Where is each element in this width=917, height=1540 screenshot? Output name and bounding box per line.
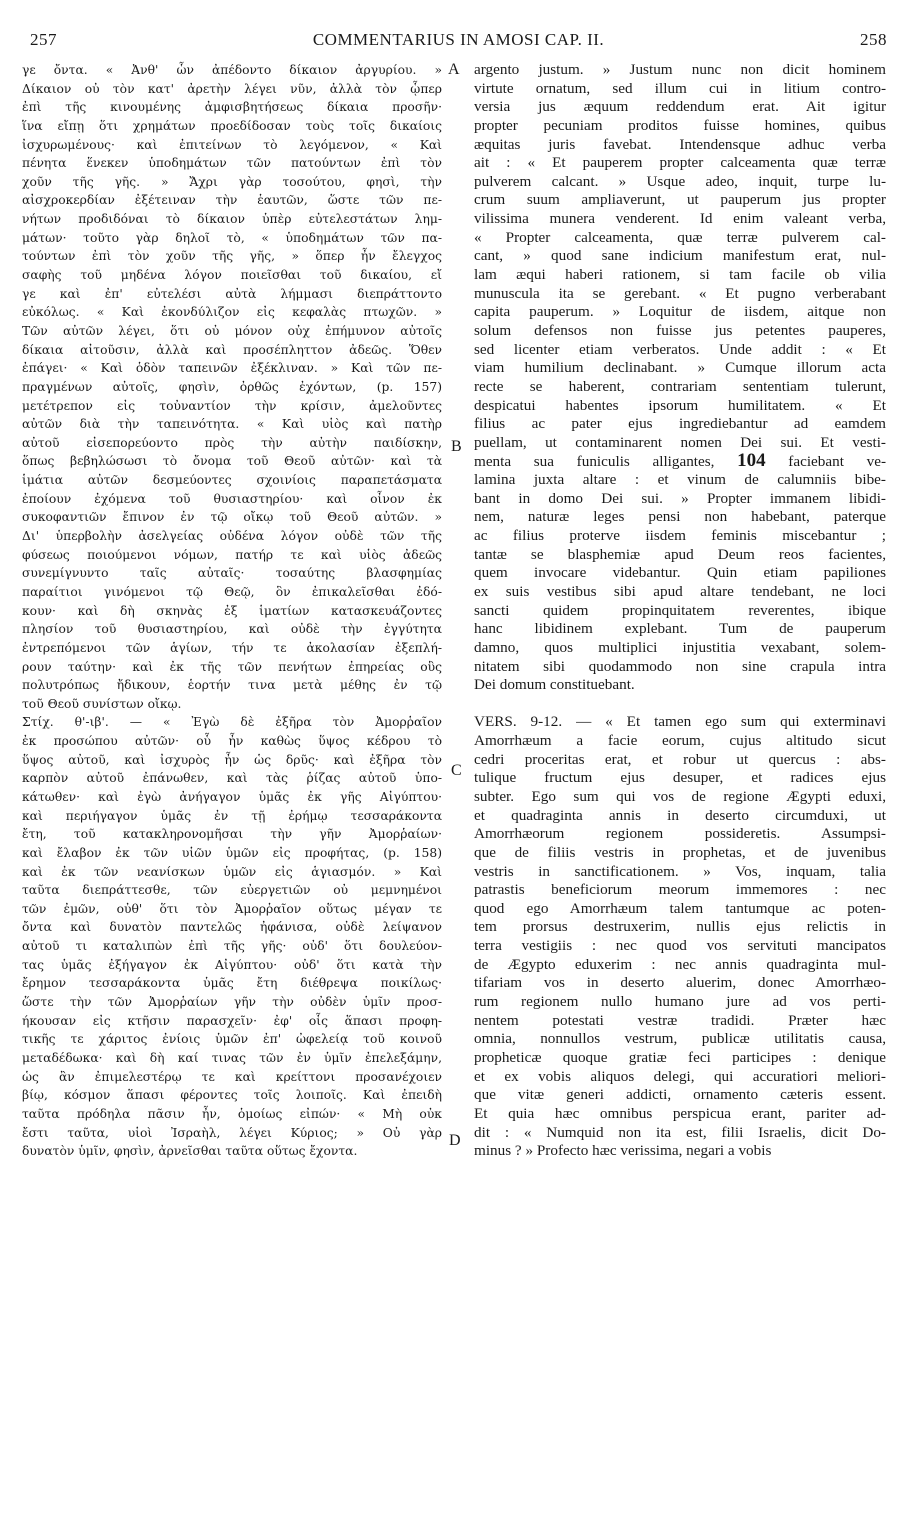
latin-text-line: omnia, nonnullos vestrum, publicæ utilitatis causa,	[474, 1030, 886, 1048]
latin-text-line: que vitæ generi addicti, ornamento cæteris essent.	[474, 1086, 886, 1104]
latin-text-line: Dei domum constituebant.	[474, 676, 635, 694]
latin-text-line: vestris in sanctificationem. » Vos, inquam, talia	[474, 862, 886, 880]
latin-text-line: virtute ornatum, sed illum cui in litium contro-	[474, 79, 886, 97]
greek-text-line: καὶ περιήγαγον ὑμᾶς ἐν τῇ ἐρήμῳ τεσσαράκοντα	[22, 808, 442, 823]
greek-text-line: ὕψος αὐτοῦ, καὶ ἰσχυρὸς ἦν ὡς δρῦς· καὶ ἐξῆρα τὸν	[22, 752, 442, 767]
latin-text-line: tem prorsus destruxerim, nullis ejus relictis in	[474, 918, 886, 936]
greek-text-line: ἔστι ταῦτα, υἱοὶ Ἰσραὴλ, λέγει Κύριος; » Οὐ γὰρ	[22, 1125, 442, 1140]
greek-text-line: εὐκόλως. « Καὶ ἐκονδύλιζον εἰς κεφαλὰς πτωχῶν. »	[22, 305, 442, 320]
greek-text-line: καὶ ἔλαβον ἐκ τῶν υἱῶν ὑμῶν εἰς προφήτας, (p. 158)	[22, 845, 442, 860]
latin-text-line: ait : « Et pauperem propter calceamenta quæ terræ	[474, 154, 886, 172]
latin-text-line: terra vestigiis : nec quod vos servituti mancipatos	[474, 937, 886, 955]
greek-text-line: γε ὄντα. « Ἀνθ' ὧν ἀπέδοντο δίκαιον ἀργυρίου. »	[22, 63, 442, 77]
greek-text-line: σαφὴς τοῦ μηδένα λόγον ποιεῖσθαι τοῦ δικαίου, εἴ	[22, 268, 442, 283]
greek-text-line: τας ὑμᾶς ἐξήγαγον ἐκ Αἰγύπτου· οὐδ' ὅτι κατὰ τὴν	[22, 957, 442, 972]
folio-number: 104	[737, 452, 766, 472]
latin-text-line: et quadraginta annis in deserto circumduxi, ut	[474, 806, 886, 824]
latin-text-line: subter. Ego sum qui vos de regione Ægypti eduxi,	[474, 787, 886, 805]
greek-text-line: καὶ ἐκ τῶν νεανίσκων ὑμῶν εἰς ἁγιασμόν. » Καὶ	[22, 864, 442, 879]
greek-text-line: ταῦτα διεπράττεσθε, τῶν εὐεργετιῶν οὐ μεμνημένοι	[22, 883, 442, 898]
greek-text-line: ἐπὶ τῆς κινουμένης ἀμφισβητήσεως δίκαια προσῆν·	[22, 100, 442, 115]
greek-text-line: πένητα ἕνεκεν ὑποδημάτων τῶν πατούντων ἐπὶ τὸν	[22, 156, 442, 171]
latin-text-line: que de filiis vestris in prophetas, et de juvenibus	[474, 843, 886, 861]
greek-text-line: τῶν ἐμῶν, οὐθ' ὅτι τὸν Ἀμορῥαῖον οὕτως μέγαν τε	[22, 901, 442, 916]
latin-text-line: Amorrhæorum regionem possideretis. Assumpsi-	[474, 825, 886, 843]
latin-text-line: Et quia hæc omnibus perspicua erant, pariter ad-	[474, 1104, 886, 1122]
latin-text-line: solum defensos non fuisse jus petentes pauperes,	[474, 321, 886, 339]
section-marker-c: C	[451, 762, 462, 779]
latin-text-line: nitatem sibi quodammodo non sine crapula intra	[474, 657, 886, 675]
greek-text-line: νήτων προδιδόναι τὸ δίκαιον ὑπὲρ εὐτελεστάτων λημ-	[22, 212, 442, 227]
greek-text-line: ἔρημον τεσσαράκοντα ὑμᾶς ἔτη διέθρεψα ποικίλως·	[22, 976, 442, 991]
latin-text-line: et ex vobis aliquos delegi, qui accuratiori meliori-	[474, 1067, 886, 1085]
greek-text-line: αὐτοῦ τι καταλιπὼν ἐπὶ τῆς γῆς· οὐδ' ὅτι δουλεύον-	[22, 939, 442, 954]
latin-text-line: rum regionem nullo humano jure ad vos perti-	[474, 993, 886, 1011]
latin-text-line: lam æqui haberi rationem, si tam facile ob vilia	[474, 266, 886, 284]
latin-text-line: patrastis beneficiorum meorum immemores : nec	[474, 881, 886, 899]
greek-text-line: πλησίον τοῦ θυσιαστηρίου, καὶ οὐδὲ τὴν ἐγγύτητα	[22, 622, 442, 637]
greek-text-line: γε καὶ ἐπ' εὐτελέσι αὐτὰ λήμμασι διεπράττοντο	[22, 286, 442, 301]
greek-text-line: ἵνα εἴπῃ ὅτι χρημάτων προεδίδοσαν τοὺς τοῖς δικαίοις	[22, 118, 442, 133]
page-header	[22, 30, 895, 56]
greek-text-line: ήκουσαν εἰς κτῆσιν παρασχεῖν· ἐφ' οἷς ἅπασι προφη-	[22, 1013, 442, 1028]
latin-text-line: hanc libidinem explebant. Tum de pauperum	[474, 620, 886, 638]
greek-text-line: Δι' ὑπερβολὴν ἀσελγείας οὐδένα λόγον οὐδὲ τῶν τῆς	[22, 529, 442, 544]
greek-text-line: Τῶν αὐτῶν λέγει, ὅτι οὐ μόνον οὐχ ἐπήμυνον αὐτοῖς	[22, 323, 442, 338]
greek-text-line: πραγμένων αὐτοῖς, φησὶν, ὀρθῶς ἐχόντων, (p. 157)	[22, 379, 442, 394]
greek-text-line: παραίτιοι γινόμενοι τῷ Θεῷ, ὃν ἐπικαλεῖσθαι ἐδό-	[22, 584, 442, 599]
latin-text-line: bant in domo Dei sui. » Propter immanem libidi-	[474, 489, 886, 507]
section-marker-b: B	[451, 438, 462, 455]
greek-text-line: χοῦν τῆς γῆς. » Ἄχρι γὰρ τοσούτου, φησὶ, τὴν	[22, 174, 442, 189]
greek-text-line: ἐπάγει· « Καὶ ὁδὸν ταπεινῶν ἐξέκλιναν. » Καὶ τῶν πε-	[22, 361, 442, 376]
greek-text-line: μάτων· τοῦτο γὰρ δηλοῖ τὸ, « ὑποδημάτων τῶν πα-	[22, 230, 442, 245]
greek-text-line: αὐτοῦ εἰσεπορεύοντο πρὸς τὴν αὐτὴν παιδίσκην,	[22, 435, 442, 450]
greek-text-line: τικῆς τε χάριτος ἐνίοις ὑμῶν ἐπ' ὠφελείᾳ τοῦ κοινοῦ	[22, 1032, 442, 1047]
latin-text-line: Amorrhæum a facie eorum, cujus altitudo sicut	[474, 732, 886, 750]
latin-text-line: propheticæ quoque gratiæ feci participes : denique	[474, 1048, 886, 1066]
latin-text-line: tulique fructum ejus desuper, et radices ejus	[474, 769, 886, 787]
latin-text-line: ac filius proterve iisdem feminis miscebantur ;	[474, 527, 886, 545]
latin-text-line: VERS. 9-12. — « Et tamen ego sum qui exterminavi	[474, 713, 886, 731]
latin-text-line: tantæ se blasphemiæ apud Deum reos facientes,	[474, 545, 886, 563]
latin-text-line: minus ? » Profecto hæc verissima, negari a vobis	[474, 1142, 772, 1160]
latin-text-line: crum suum ampliaverunt, ut pauperum jus propter	[474, 191, 886, 209]
greek-text-line: πολυτρόπως ἤδικουν, ἑορτήν τινα μετὰ μέθης ἐν τῷ	[22, 678, 442, 693]
greek-text-line: Δίκαιον οὐ τὸν κατ' ἀρετὴν λέγει νῦν, ἀλλὰ τὸν ᾧπερ	[22, 81, 442, 96]
greek-text-line: συκοφαντιῶν ἔπινον ἐν τῷ οἴκῳ τοῦ Θεοῦ αὐτῶν. »	[22, 510, 442, 525]
latin-text-line: munuscula ita se gerebant. « Et pugno verberabant	[474, 284, 886, 302]
greek-text-line: ὥστε τὴν τῶν Ἀμορῥαίων γῆν τὴν οὐδὲν ὑμῖν προσ-	[22, 995, 442, 1010]
section-marker-d: D	[449, 1132, 461, 1149]
greek-text-line: ἐντρεπόμενοι τῶν ἁγίων, τήν τε ἀκολασίαν ἐξεπλή-	[22, 640, 442, 655]
greek-text-line: ἐποίουν ἐχόμενα τοῦ θυσιαστηρίου· καὶ οἶνον ἐκ	[22, 491, 442, 506]
latin-text-line: cedri proceritas erat, et robur ut quercus : abs-	[474, 750, 886, 768]
greek-text-line: τοῦ Θεοῦ συνίστων οἴκῳ.	[22, 696, 182, 711]
greek-text-line: αὐτῶν διὰ τὴν ταπεινότητα. « Καὶ υἱὸς καὶ πατὴρ	[22, 417, 442, 432]
latin-text-line: capita pauperum. » Loquitur de iisdem, aitque non	[474, 303, 886, 321]
greek-text-line: ταῦτα πρόδηλα πᾶσιν ἦν, ὁμοίως εἰπών· « Μὴ οὐκ	[22, 1106, 442, 1121]
greek-text-line: ὡς ἂν ἐπιμελεστέρῳ τε καὶ κρείττονι προσανέχοιεν	[22, 1069, 442, 1084]
greek-text-line: καρπὸν αὐτοῦ ἐπάνωθεν, καὶ τὰς ῥίζας αὐτοῦ ὑπο-	[22, 771, 442, 786]
latin-text-line: recte se haberent, contrariam sententiam tulerunt,	[474, 377, 886, 395]
latin-text-line: argento justum. » Justum nunc non dicit hominem	[474, 61, 886, 78]
latin-text-line: propter pecuniam proditos fuisse homines, quibus	[474, 116, 886, 134]
greek-text-line: ἰσχυρωμένους· καὶ ἐπιτείνων τὸ λεγόμενον, « Καὶ	[22, 137, 442, 152]
latin-text-line: puellam, ut contaminarent nomen Dei sui. Et vesti-	[474, 433, 886, 451]
latin-text-line: nentem potestati vestræ tradidi. Præter hæc	[474, 1011, 886, 1029]
latin-text-line: de Ægypto eduxerim : nec annis quadraginta mul-	[474, 955, 886, 973]
latin-text-line: viam humilium declinabant. » Cumque illorum acta	[474, 359, 886, 377]
page-number-right: 258	[860, 30, 887, 49]
greek-text-line: αἰσχροκερδίαν ἐξέτειναν τὴν ἑαυτῶν, ὥστε τῶν πε-	[22, 193, 442, 208]
latin-text-line: vilissima munera venderent. Id enim valeant verba,	[474, 210, 886, 228]
greek-text-line: βίῳ, κόσμον ἅπασι φέροντες τοῖς λοιποῖς. Καὶ ἐπειδὴ	[22, 1088, 442, 1103]
latin-text-line: nem, naturæ leges pensi non habebant, paterque	[474, 508, 886, 526]
latin-text-line: « Propter calceamenta, quæ terræ pulverem cal-	[474, 228, 886, 246]
running-title: COMMENTARIUS IN AMOSI CAP. II.	[312, 30, 605, 49]
latin-text-line: pulverem calcant. » Usque adeo, inquit, turpe lu-	[474, 172, 886, 190]
greek-text-line: δίκαια αἰτοῦσιν, ἀλλὰ καὶ προσέπληττον ἀδεῶς. Ὅθεν	[22, 342, 442, 357]
greek-text-line: ἱμάτια αὐτῶν δεσμεύοντες σχοινίοις παραπετάσματα	[22, 473, 442, 488]
greek-text-line: ὅπως βεβηλώσωσι τὸ ὄνομα τοῦ Θεοῦ αὐτῶν· καὶ τὰ	[22, 454, 442, 469]
latin-text-blank-line	[474, 695, 886, 714]
greek-text-line: δυνατὸν ὑμῖν, φησὶν, ἀρνεῖσθαι ταῦτα οὕτως ἔχοντα.	[22, 1144, 358, 1159]
latin-text-line: quem invocare videbantur. Quin etiam papiliones	[474, 564, 886, 582]
latin-column	[474, 61, 886, 1161]
greek-text-line: μεταδέδωκα· καὶ δὴ καί τινας τῶν ἐν ὑμῖν ἐπελεξάμην,	[22, 1050, 442, 1065]
greek-text-line: φύσεως ποιούμενοι νόμων, πατήρ τε καὶ υἱὸς ἀδεῶς	[22, 547, 442, 562]
greek-text-line: τούντων ἐπὶ τὸν χοῦν τῆς γῆς, » ὅπερ ἦν ἔλεγχος	[22, 249, 442, 264]
greek-text-line: Στίχ. θ'-ιβ'. — « Ἐγὼ δὲ ἐξῆρα τὸν Ἀμορῥαῖον	[22, 715, 442, 730]
latin-text-line: filius ac pater ejus ingrediebantur ad eamdem	[474, 415, 886, 433]
greek-text-line: κουν· καὶ δὴ σκηνὰς ἐξ ἱματίων κατασκευάζοντες	[22, 603, 442, 618]
latin-text-line: ex suis vestibus sibi apud altare tendebant, ne loci	[474, 582, 886, 600]
latin-text-line: dit : « Numquid non ita est, filii Israelis, dicit Do-	[474, 1123, 886, 1141]
latin-text-line: æquitas juris favebat. Intendensque adhuc verba	[474, 135, 886, 153]
greek-text-line: ρουν ταύτην· καὶ ἐκ τῆς τῶν πενήτων ἐπηρείας οὓς	[22, 659, 442, 674]
latin-text-line: versia jus æquum reddendum erat. Ait igitur	[474, 98, 886, 116]
latin-text-line: damno, quos multiplici injustitia vexabant, solem-	[474, 638, 886, 656]
greek-text-line: ἐκ προσώπου αὐτῶν· οὗ ἦν καθὼς ὕψος κέδρου τὸ	[22, 734, 442, 749]
greek-column	[22, 61, 442, 1161]
latin-text-line: menta sua funiculis alligantes, 104 faciebant ve-	[474, 452, 886, 472]
latin-text-line: cant, » quod sane indicium manifestum erat, nul-	[474, 247, 886, 265]
section-marker-a: A	[448, 61, 460, 78]
greek-text-line: ἔτη, τοῦ κατακληρονομῆσαι τὴν γῆν Ἀμορῥαίων·	[22, 827, 442, 842]
greek-text-line: μετέτρεπον εἰς τοὐναντίον τὴν κρίσιν, ἀμελοῦντες	[22, 398, 442, 413]
greek-text-line: ὄντα καὶ δυνατὸν παντελῶς ἠφάνισα, οὐδὲ λείψανον	[22, 920, 442, 935]
latin-text-line: sancti quidem propinquitatem reverentes, ibique	[474, 601, 886, 619]
latin-text-line: quod ego Amorrhæum talem tantumque ac poten-	[474, 899, 886, 917]
latin-text-line: despicatui habentes ipsorum humilitatem. « Et	[474, 396, 886, 414]
page-number-left: 257	[30, 30, 57, 49]
latin-text-line: sed licenter etiam verberatos. Unde addit : « Et	[474, 340, 886, 358]
latin-text-line: lamina juxta altare : et vinum de calumniis bibe-	[474, 471, 886, 489]
greek-text-line: συνεμίγνυντο ταῖς αὐταῖς· τοσαύτης βλασφημίας	[22, 566, 442, 581]
latin-text-line: tifariam vos in deserto aluerim, donec Amorrhæo-	[474, 974, 886, 992]
greek-text-line: κάτωθεν· καὶ ἐγὼ ἀνήγαγον ὑμᾶς ἐκ γῆς Αἰγύπτου·	[22, 789, 442, 804]
